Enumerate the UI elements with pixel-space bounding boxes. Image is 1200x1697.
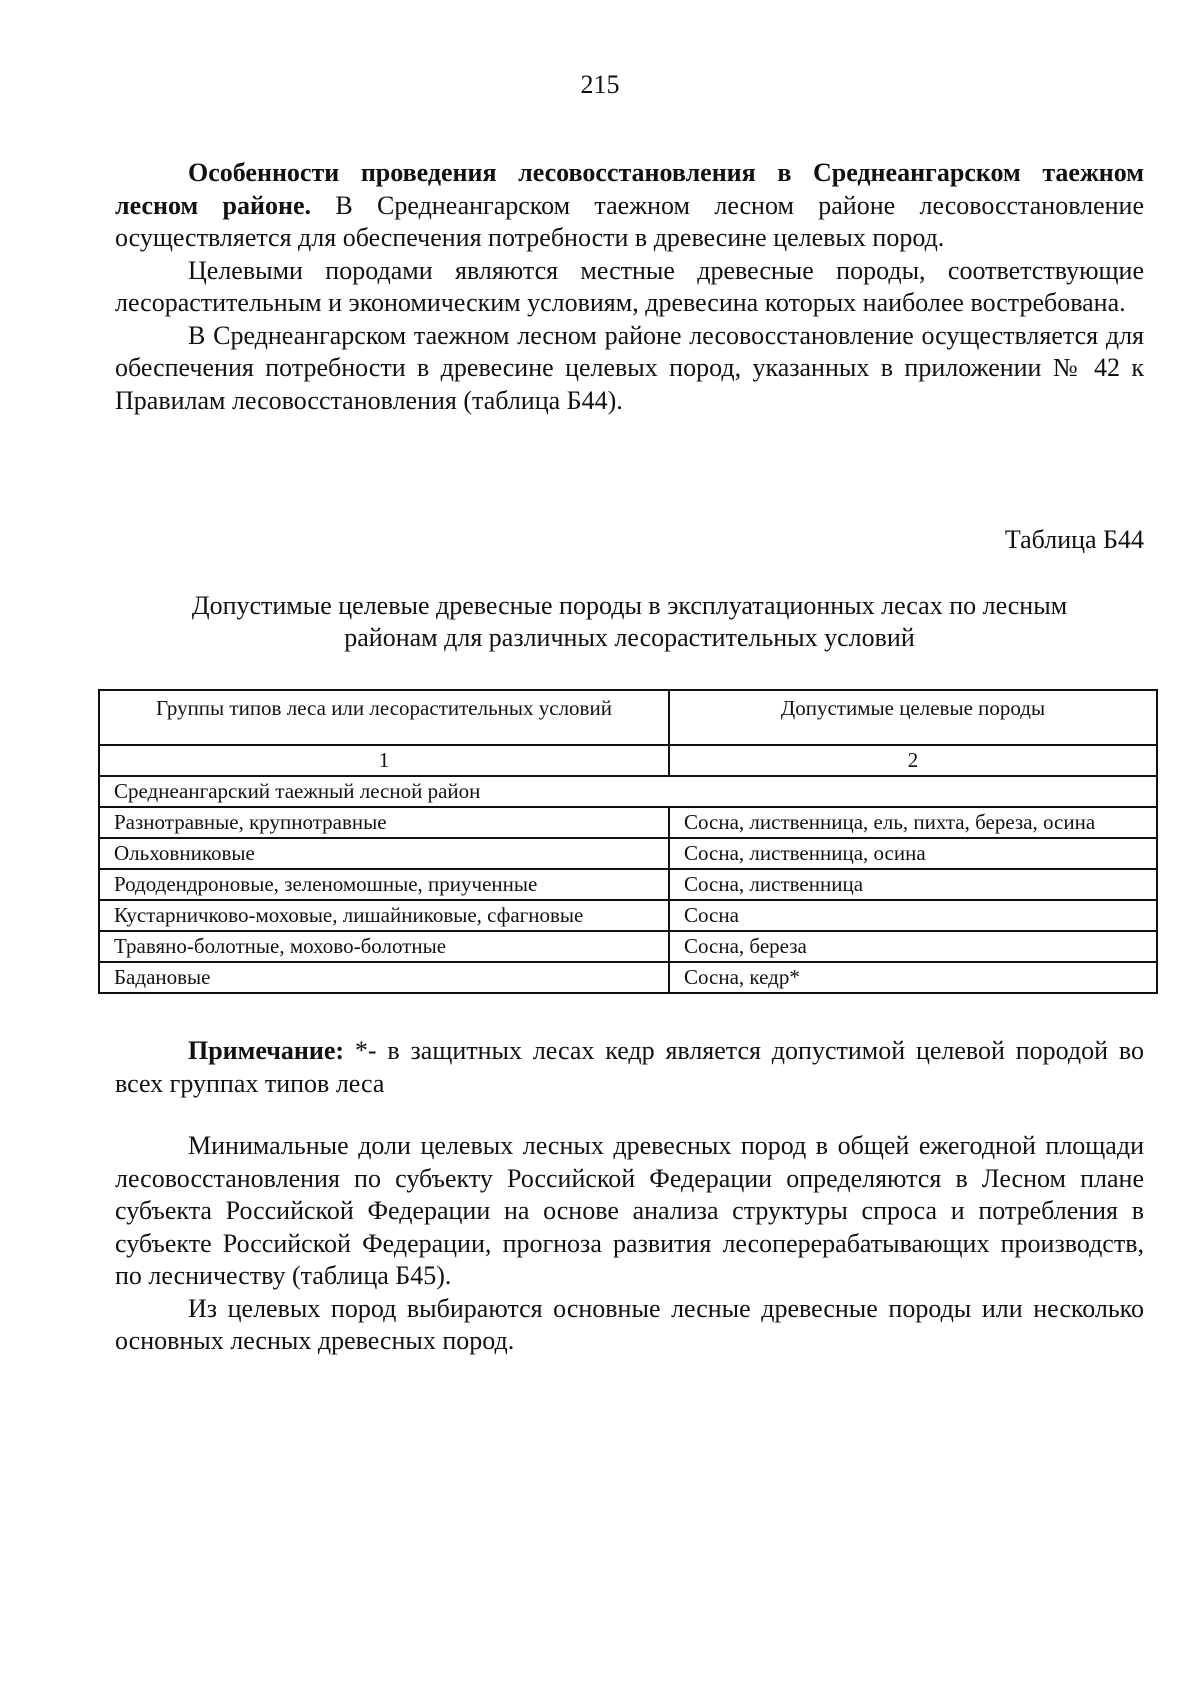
table-label: Таблица Б44	[1004, 525, 1144, 554]
table-row	[99, 900, 1157, 931]
table-title-line-1: Допустимые целевые древесные породы в эксплуатационных лесах по лесным	[191, 591, 1068, 620]
table-section-row	[99, 776, 1157, 807]
table-column-number-row	[99, 745, 1157, 776]
intro-paragraph-2: Целевыми породами являются местные древесные породы, соответствующие лесорастительным и экономическим условиям, древесина которых наиболее востребована.	[115, 255, 1144, 317]
table-cell-group: Бадановые	[99, 962, 669, 993]
table-header-row	[99, 690, 1157, 745]
table-title	[115, 590, 1144, 654]
species-table	[98, 689, 1158, 994]
table-cell-species: Сосна, лиственница, осина	[669, 838, 1157, 869]
page-number: 215	[580, 70, 620, 99]
note-label: Примечание:	[188, 1036, 345, 1065]
table-row	[99, 931, 1157, 962]
table-cell-species: Сосна, береза	[669, 931, 1157, 962]
table-cell-species: Сосна	[669, 900, 1157, 931]
table-cell-species: Сосна, лиственница, ель, пихта, береза, осина	[669, 807, 1157, 838]
table-title-line-2: районам для различных лесорастительных условий	[344, 623, 915, 652]
table-cell-species: Сосна, лиственница	[669, 869, 1157, 900]
table-column-number: 2	[669, 745, 1157, 776]
closing-paragraph-1: Минимальные доли целевых лесных древесных пород в общей ежегодной площади лесовосстановления по субъекту Российской Федерации определяются в Лесном плане субъекта Российской Федерации на основе анализа структуры спроса и потребления в субъекте Российской Федерации, прогноза развития лесоперерабатывающих производств, по лесничеству (таблица Б45).	[115, 1131, 1144, 1290]
table-header-cell: Группы типов леса или лесорастительных условий	[99, 690, 669, 745]
table-cell-group: Разнотравные, крупнотравные	[99, 807, 669, 838]
table-row	[99, 962, 1157, 993]
table-section-cell: Среднеангарский таежный лесной район	[99, 776, 1157, 807]
table-cell-group: Рододендроновые, зеленомошные, приученные	[99, 869, 669, 900]
table-cell-group: Кустарничково-моховые, лишайниковые, сфагновые	[99, 900, 669, 931]
section-heading: Особенности проведения лесовосстановления в Среднеангарском таежном лесном районе.	[115, 158, 1144, 220]
note-text: *- в защитных лесах кедр является допустимой целевой породой во всех группах типов леса	[115, 1036, 1144, 1098]
table-cell-group: Ольховниковые	[99, 838, 669, 869]
table-column-number: 1	[99, 745, 669, 776]
table-cell-group: Травяно-болотные, мохово-болотные	[99, 931, 669, 962]
intro-paragraph-3: В Среднеангарском таежном лесном районе лесовосстановление осуществляется для обеспечения потребности в древесине целевых пород, указанных в приложении № 42 к Правилам лесовосстановления (таблица Б44).	[115, 320, 1144, 415]
table-row	[99, 869, 1157, 900]
note-paragraph	[115, 1035, 1144, 1100]
table-row	[99, 838, 1157, 869]
table-header-cell: Допустимые целевые породы	[669, 690, 1157, 745]
intro-section	[115, 157, 1144, 417]
closing-section	[115, 1130, 1144, 1358]
table-row	[99, 807, 1157, 838]
closing-paragraph-2: Из целевых пород выбираются основные лесные древесные породы или несколько основных лесных древесных пород.	[115, 1293, 1144, 1355]
table-note	[115, 1035, 1144, 1100]
intro-paragraph-1-text: В Среднеангарском таежном лесном районе лесовосстановление осуществляется для обеспечения потребности в древесине целевых пород.	[115, 190, 1145, 252]
intro-paragraph-1	[115, 157, 1144, 255]
table-cell-species: Сосна, кедр*	[669, 962, 1157, 993]
